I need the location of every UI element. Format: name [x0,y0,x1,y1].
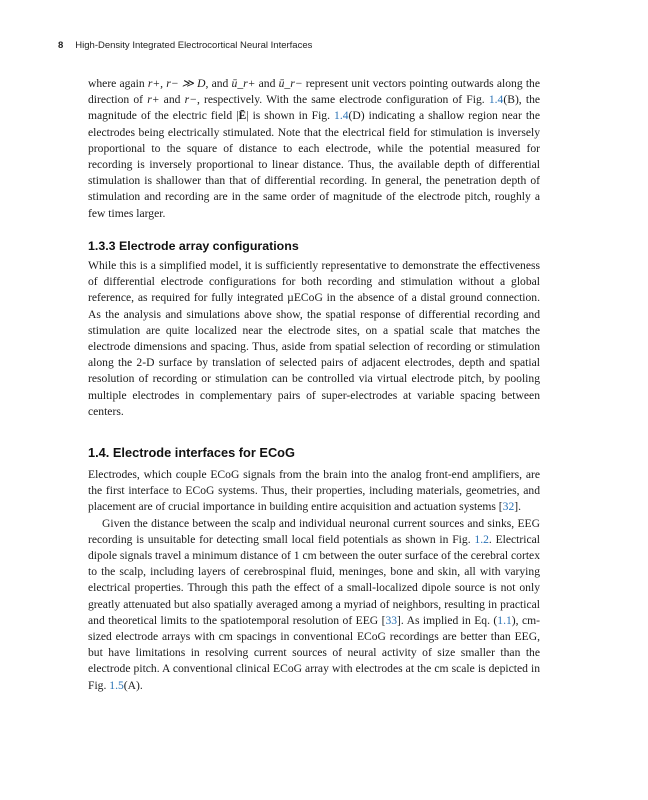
figure-ref-link[interactable]: 1.2 [474,532,489,546]
running-title: High-Density Integrated Electrocortical Neural Interfaces [75,40,313,51]
citation-link[interactable]: 33 [385,613,398,627]
page-number: 8 [58,40,64,51]
equation-ref-link[interactable]: 1.1 [497,613,512,627]
citation-link[interactable]: 32 [502,500,515,514]
paragraph-text: Given the distance between the scalp and individual neuronal current sources and sinks, EEG recording is unsuitable for detecting small local field potentials as shown in Fig. 1.2. Electrical dipole signals travel a minimum distance of 1 cm between the outer surface of the cerebral cortex to the scalp, including layers of cerebrospinal fluid, meninges, bone and skin, all with varying electrical properties. Through this path the effect of a small-localized dipole source is not only greatly attenuated but also spatially averaged among a myriad of neighbors, resulting in practical and theoretical limits to the spatiotemporal resolution of EEG [33]. As implied in Eq. (1.1), cm-sized electrode arrays with cm spacings in conventional ECoG recordings are better than EEG, but have limitations in resolving current sources of neural activity of size smaller than the electrode pitch. A conventional clinical ECoG array with electrodes at the cm scale is depicted in Fig. 1.5(A). [88,516,540,692]
math-inline: ū_r+ [231,77,256,90]
math-inline: r+ [147,93,160,107]
section-1-4-body [88,467,540,694]
section-heading-1-3-3: 1.3.3 Electrode array configurations [88,239,299,253]
paragraph-array-configurations [88,258,540,420]
running-header [58,40,312,51]
math-inline: r+, r− ≫ D, [147,77,209,90]
figure-ref-link[interactable]: 1.5 [109,678,124,692]
paragraph-text: While this is a simplified model, it is sufficiently representative to demonstrate the effectiveness of differential electrode configurations for both recording and stimulation without a global reference, as required for fully integrated µECoG in the absence of a distal ground connection. As the analysis and simulations above show, the spatial response of differential recording and stimulation are quite localized near the electrode sites, on a spatial scale that matches the electrode dimensions and spacing. Thus, aside from spatial selection of recording or stimulation along the 2-D surface by translation of selected pairs of adjacent electrodes, depth and spatial resolution of recording or stimulation can be controlled via virtual electrode pitch, by pooling multiple electrodes in complementary pairs of super-electrodes at variable spacing between centers. [88,259,540,418]
math-inline: r− [184,93,197,107]
paragraph-stimulation-depth [88,76,540,222]
figure-ref-link[interactable]: 1.4 [488,93,504,107]
paragraph-text: where again r+, r− ≫ D, and ū_r+ and ū_r− represent unit vectors pointing outwards along the direction of r+ and r−, respectively. With the same electrode configuration of Fig. 1.4(B), the magnitude of the electric field |Ē| is shown in Fig. 1.4(D) indicating a shallow region near the electrodes being electrically stimulated. Note that the electrical field for stimulation is inversely proportional to the square of distance to each electrode, while the potential measured for recording is inversely proportional to linear distance. Thus, the available depth of differential stimulation is shallower than that of differential recording. In general, the penetration depth of stimulation and recording are in the same order of magnitude of the electrode pitch, roughly a few times larger. [88,77,541,220]
math-inline: Ē [238,109,247,123]
section-heading-1-4: 1.4. Electrode interfaces for ECoG [88,445,295,460]
math-inline: ū_r− [278,77,303,90]
figure-ref-link[interactable]: 1.4 [334,109,349,123]
paragraph-text: Electrodes, which couple ECoG signals from the brain into the analog front-end amplifiers, are the first interface to ECoG systems. Thus, their properties, including materials, geometries, and placement are of crucial importance in building entire acquisition and actuation systems [32]. [88,468,540,514]
